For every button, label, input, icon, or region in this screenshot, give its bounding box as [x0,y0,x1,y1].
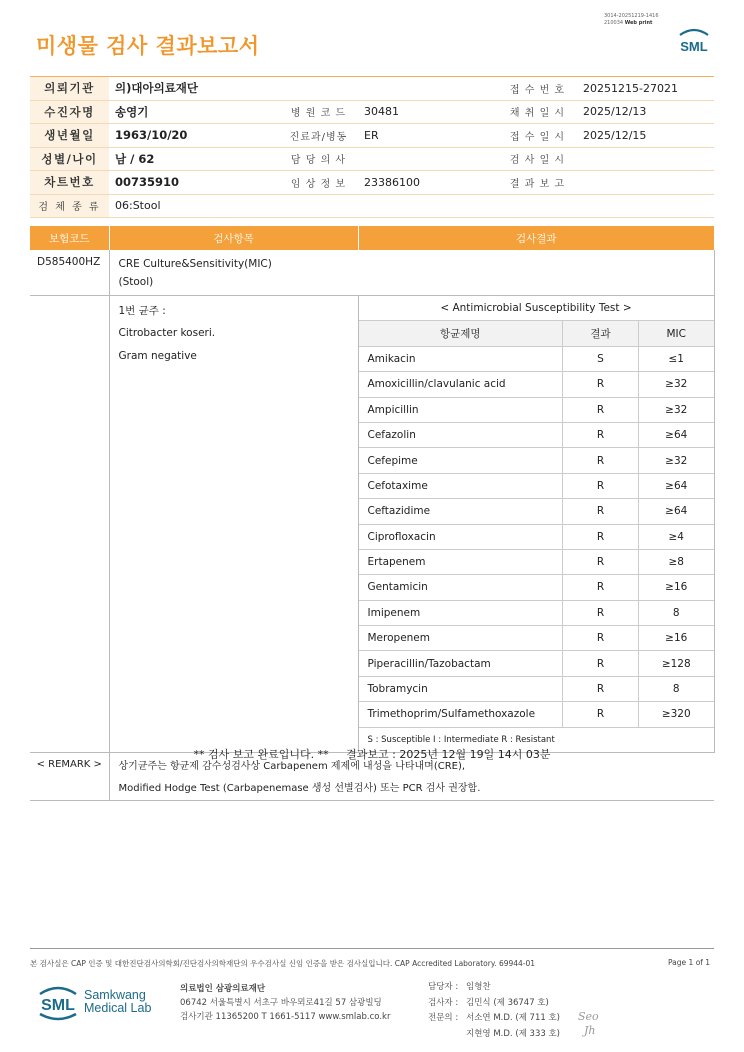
test-item-row [30,250,714,296]
antibiotic-name: Trimethoprim/Sulfamethoxazole [359,702,563,727]
ast-cell [358,296,714,753]
mic-value: ≥64 [639,422,714,447]
footer-divider [30,948,714,949]
info-row [30,77,714,101]
logo-text: SML [680,39,708,54]
test-date-value [577,147,714,171]
susceptibility-result: R [563,473,639,498]
col-code-header: 보험코드 [30,226,109,250]
organism-info [109,296,358,753]
staff-name: 김민식 (제 36747 호) [466,997,549,1008]
lab-org: 의료법인 삼광의료재단 [180,984,266,994]
dob-label: 생년월일 [30,124,109,148]
report-label: 결 과 보 고 [498,171,577,195]
ast-row-item [359,676,714,701]
ast-row-item [359,575,714,600]
organism-no: 1번 균주 : [118,305,166,317]
mic-value: ≥4 [639,524,714,549]
ast-row-item [359,549,714,574]
mic-value: ≥16 [639,575,714,600]
signature-1: Seo [578,1010,599,1023]
ast-row-item [359,702,714,727]
susceptibility-result: R [563,499,639,524]
requester-value: 의)대아의료재단 [109,77,498,101]
dept-value: ER [358,124,498,148]
info-row [30,194,714,218]
staff-name: 지현영 M.D. (제 333 호) [466,1028,561,1039]
ast-header-mic: MIC [639,321,714,346]
results-table [30,226,715,801]
remark-line-1: 상기균주는 항균제 감수성검사상 Carbapenem 제제에 내성을 나타내며(CRE), [118,761,466,773]
mic-value: 8 [639,676,714,701]
mic-value: ≤1 [639,346,714,371]
receipt-no-value: 20251215-27021 [577,77,714,101]
report-title: 미생물 검사 결과보고서 [36,34,260,58]
print-code: 3014-20251219-1416 [604,13,659,19]
hospital-code-value: 30481 [358,100,498,124]
print-info [604,13,659,26]
mic-value: ≥32 [639,397,714,422]
sml-logo [676,26,712,60]
info-row [30,147,714,171]
ast-row-item [359,448,714,473]
mic-value: ≥64 [639,473,714,498]
antibiotic-name: Ceftazidime [359,499,563,524]
requester-label: 의뢰기관 [30,77,109,101]
staff-row [428,1027,560,1043]
staff-list [428,980,560,1042]
specimen-value: 06:Stool [109,194,714,218]
patient-info-table [30,76,714,218]
antibiotic-name: Imipenem [359,600,563,625]
signature [578,1010,599,1038]
antibiotic-name: Ciprofloxacin [359,524,563,549]
remark-label: < REMARK > [30,753,109,801]
insurance-code: D585400HZ [30,250,109,296]
clinical-label: 임 상 정 보 [279,171,358,195]
mic-value: ≥16 [639,626,714,651]
staff-role: 전문의 : [428,1013,459,1023]
antibiotic-name: Piperacillin/Tazobactam [359,651,563,676]
ast-row-item [359,524,714,549]
info-row [30,171,714,195]
susceptibility-result: R [563,702,639,727]
report-value [577,171,714,195]
info-row [30,100,714,124]
antibiotic-name: Amoxicillin/clavulanic acid [359,372,563,397]
signature-2: Jh [584,1024,596,1037]
chart-label: 차트번호 [30,171,109,195]
hospital-code-label: 병 원 코 드 [279,100,358,124]
mic-value: ≥320 [639,702,714,727]
susceptibility-result: R [563,422,639,447]
ast-row-item [359,473,714,498]
mic-value: ≥64 [639,499,714,524]
mic-value: ≥32 [639,448,714,473]
susceptibility-result: R [563,626,639,651]
collect-date-label: 채 취 일 시 [498,100,577,124]
print-code-2: 210034 Web print [604,19,653,26]
staff-row [428,980,560,996]
lab-address: 06742 서울특별시 서초구 바우뫼로41길 57 삼광빌딩 [180,998,382,1008]
page-number: Page 1 of 1 [668,958,711,967]
dob-value: 1963/10/20 [109,124,279,148]
remark-line-2: Modified Hodge Test (Carbapenemase 생성 선별검사) 또는 PCR 검사 권장함. [118,783,481,795]
mic-value: ≥8 [639,549,714,574]
ast-title: < Antimicrobial Susceptibility Test > [359,296,714,321]
ast-row-item [359,422,714,447]
test-item [109,250,714,296]
antibiotic-name: Cefotaxime [359,473,563,498]
ast-table [359,296,714,752]
accreditation-note: 본 검사실은 CAP 인증 및 대한진단검사의학회/진단검사의학재단의 우수검사실 신임 인증을 받은 검사실입니다. CAP Accredited Laboratory. 69944-01 [30,959,536,968]
empty-code-cell [30,296,109,753]
col-result-header: 검사결과 [358,226,714,250]
ast-header-row [359,321,714,346]
staff-role: 담당자 : [428,982,459,992]
antibiotic-name: Cefepime [359,448,563,473]
receipt-date-value: 2025/12/15 [577,124,714,148]
mic-value: ≥32 [639,372,714,397]
susceptibility-result: R [563,600,639,625]
test-item-specimen: (Stool) [118,276,154,288]
ast-row-item [359,626,714,651]
susceptibility-result: R [563,676,639,701]
susceptibility-result: R [563,524,639,549]
ast-header-drug: 항균제명 [359,321,563,346]
antibiotic-name: Ertapenem [359,549,563,574]
susceptibility-result: R [563,372,639,397]
susceptibility-result: R [563,575,639,600]
lab-contact [180,982,390,1024]
susceptibility-result: R [563,549,639,574]
lab-name-line-1: Samkwang [84,988,146,1002]
results-header [30,226,714,250]
info-row [30,124,714,148]
lab-name [84,989,151,1015]
antibiotic-name: Amikacin [359,346,563,371]
test-date-label: 검 사 일 시 [498,147,577,171]
ast-row [30,296,714,753]
name-label: 수진자명 [30,100,109,124]
gram-stain: Gram negative [118,349,197,362]
sex-age-value: 남 / 62 [109,147,279,171]
collect-date-value: 2025/12/13 [577,100,714,124]
doctor-value [358,147,498,171]
receipt-no-label: 접 수 번 호 [498,77,577,101]
col-item-header: 검사항목 [109,226,358,250]
ast-row-item [359,346,714,371]
susceptibility-result: R [563,397,639,422]
susceptibility-result: R [563,448,639,473]
antibiotic-name: Meropenem [359,626,563,651]
susceptibility-result: R [563,651,639,676]
staff-row [428,996,560,1012]
ast-title-row [359,296,714,321]
antibiotic-name: Cefazolin [359,422,563,447]
ast-legend: S : Susceptible I : Intermediate R : Resistant [367,734,555,745]
dept-label: 진료과/병동 [279,124,358,148]
ast-row-item [359,651,714,676]
antibiotic-name: Gentamicin [359,575,563,600]
ast-row-item [359,372,714,397]
lab-name-line-2: Medical Lab [84,1001,152,1015]
antibiotic-name: Ampicillin [359,397,563,422]
ast-row-item [359,499,714,524]
lab-logo [36,980,80,1024]
antibiotic-name: Tobramycin [359,676,563,701]
staff-name: 임형찬 [466,982,491,992]
organism-name: Citrobacter koseri. [118,327,216,340]
susceptibility-result: S [563,346,639,371]
sex-age-label: 성별/나이 [30,147,109,171]
lab-logo-text: SML [41,997,75,1014]
lab-phone: 검사기관 11365200 T 1661-5117 www.smlab.co.kr [180,1012,391,1022]
clinical-value: 23386100 [358,171,498,195]
staff-name: 서소연 M.D. (제 711 호) [466,1013,561,1023]
name-value: 송영기 [109,100,279,124]
completion-note: ** 검사 보고 완료입니다. ** 결과보고 : 2025년 12월 19일 14시 03분 [193,748,551,761]
ast-header-result: 결과 [563,321,639,346]
staff-row [428,1011,560,1027]
receipt-date-label: 접 수 일 시 [498,124,577,148]
ast-row-item [359,600,714,625]
specimen-label: 검 체 종 류 [30,194,109,218]
mic-value: ≥128 [639,651,714,676]
doctor-label: 담 당 의 사 [279,147,358,171]
staff-role: 검사자 : [428,997,459,1008]
ast-row-item [359,397,714,422]
test-item-name: CRE Culture&Sensitivity(MIC) [118,258,272,270]
mic-value: 8 [639,600,714,625]
chart-value: 00735910 [109,171,279,195]
